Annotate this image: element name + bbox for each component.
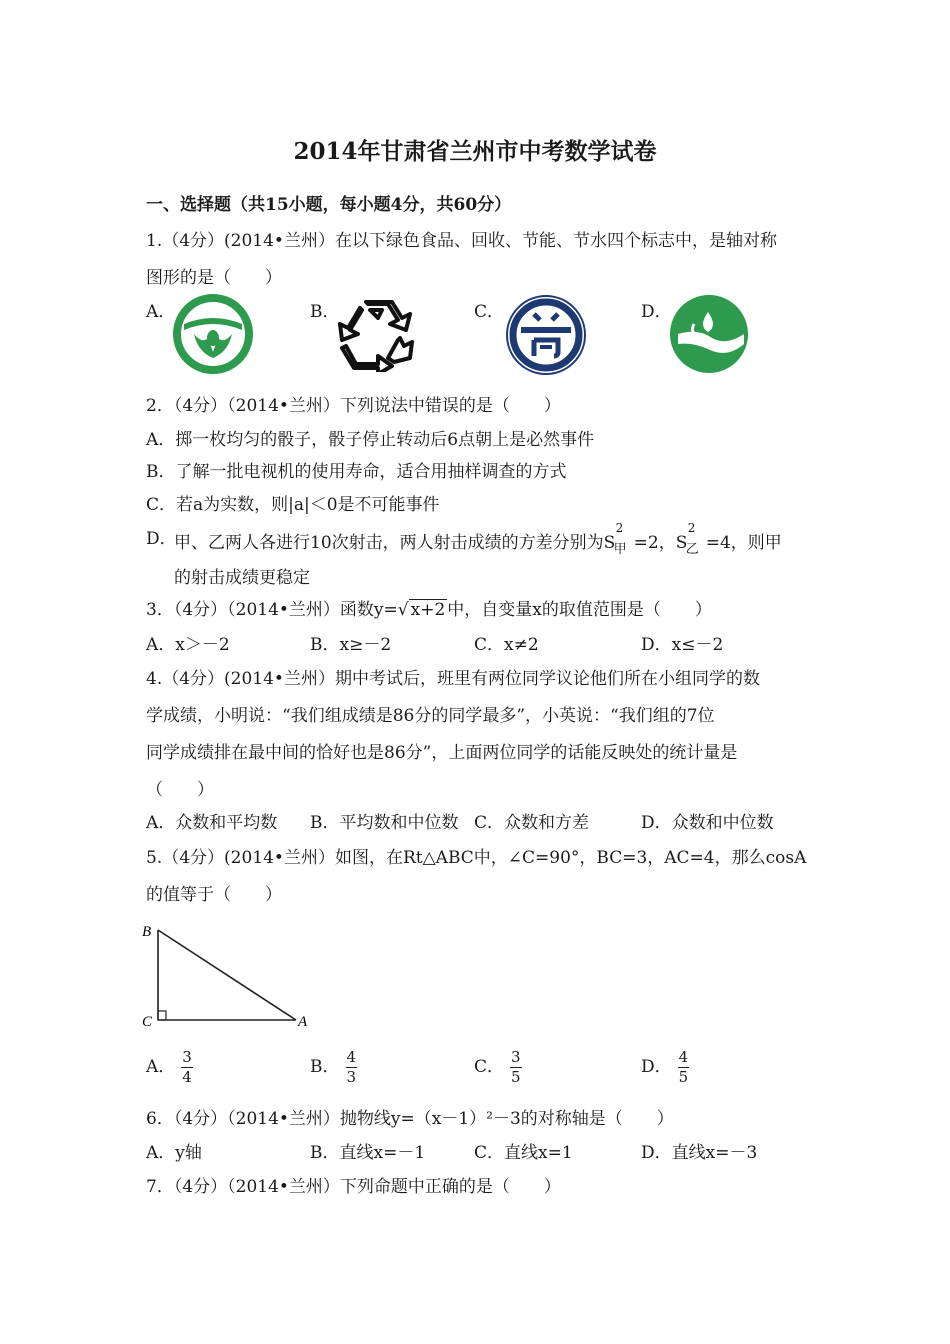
q2-d-text-mid: =2， [633, 533, 676, 553]
vertex-a-label: A [298, 1014, 308, 1030]
side-ab [158, 930, 296, 1020]
q2-option-c: C．若a为实数，则|a|＜0是不可能事件 [146, 495, 440, 515]
section-heading: 一、选择题（共15小题，每小题4分，共60分） [146, 195, 512, 215]
green-food-logo-icon [172, 294, 254, 374]
q3-option-b: B．x≥－2 [310, 635, 392, 655]
right-triangle-figure [138, 918, 318, 1034]
q3-stem [146, 595, 712, 620]
q5-option-d [641, 1048, 689, 1087]
vertex-c-label: C [142, 1014, 153, 1030]
q5-option-c [474, 1048, 522, 1087]
q5-option-c-label: C． [474, 1057, 505, 1077]
q2-option-a: A．掷一枚均匀的骰子，骰子停止转动后6点朝上是必然事件 [146, 430, 595, 450]
q5-stem-line2: 的值等于（ ） [146, 885, 282, 905]
q6-option-d: D．直线x=－3 [641, 1143, 758, 1163]
q3-option-a: A．x＞－2 [146, 635, 230, 655]
page-title: 2014年甘肃省兰州市中考数学试卷 [293, 138, 657, 165]
fraction [678, 1048, 690, 1087]
q3-option-c: C．x≠2 [474, 635, 539, 655]
vertex-b-label: B [142, 924, 152, 940]
denominator: 5 [678, 1068, 689, 1086]
q1-option-d-label: D． [641, 302, 672, 322]
variance-s: S [675, 533, 688, 553]
variance-symbol-yi [675, 521, 706, 557]
q3-option-d: D．x≤－2 [641, 635, 724, 655]
denominator: 5 [511, 1068, 521, 1086]
q2-option-d-line1 [174, 521, 782, 557]
right-angle-mark [158, 1011, 166, 1020]
q2-option-d-line2: 的射击成绩更稳定 [174, 568, 310, 588]
numerator: 4 [346, 1048, 357, 1066]
variance-s: S [603, 533, 616, 553]
q2-option-b: B．了解一批电视机的使用寿命，适合用抽样调查的方式 [146, 462, 567, 482]
sqrt-radicand: x+2 [410, 600, 446, 620]
q6-option-c: C．直线x=1 [474, 1143, 573, 1163]
numerator: 3 [511, 1048, 521, 1066]
q1-option-b-label: B． [310, 302, 340, 322]
q2-d-text-pre: 甲、乙两人各进行10次射击，两人射击成绩的方差分别为 [174, 533, 604, 553]
q7-stem: 7．（4分）（2014•兰州）下列命题中正确的是（ ） [146, 1177, 561, 1197]
fraction [181, 1048, 193, 1087]
denominator: 3 [346, 1068, 357, 1086]
q2-option-d-label: D． [146, 529, 177, 549]
denominator: 4 [182, 1068, 192, 1086]
q4-stem-line1: 4.（4分）(2014•兰州）期中考试后，班里有两位同学议论他们所在小组同学的数 [146, 669, 760, 689]
q5-stem-line1: 5.（4分）(2014•兰州）如图，在Rt△ABC中，∠C=90°，BC=3，AC=4，那么cosA [146, 848, 807, 868]
q4-option-d: D．众数和中位数 [641, 813, 774, 833]
q4-option-a: A．众数和平均数 [146, 813, 278, 833]
q4-stem-line4: （ ） [146, 780, 214, 800]
q4-stem-line2: 学成绩，小明说：“我们组成绩是86分的同学最多”，小英说：“我们组的7位 [146, 706, 715, 726]
energy-saving-logo-icon [504, 294, 588, 376]
fraction [510, 1048, 522, 1087]
q5-option-a [146, 1048, 193, 1087]
numerator: 4 [678, 1048, 689, 1066]
water-saving-logo-icon [668, 294, 750, 374]
q1-stem-line1: 1.（4分）(2014•兰州）在以下绿色食品、回收、节能、节水四个标志中，是轴对称 [146, 231, 777, 251]
q3-stem-pre: 3．（4分）（2014•兰州）函数y= [146, 600, 398, 620]
q6-option-b: B．直线x=－1 [310, 1143, 426, 1163]
variance-symbol-jia [603, 521, 634, 557]
q5-option-b-label: B． [310, 1057, 340, 1077]
fraction [346, 1048, 358, 1087]
recycle-logo-icon [338, 296, 418, 372]
q1-stem-line2: 图形的是（ ） [146, 268, 282, 288]
q2-stem: 2．（4分）（2014•兰州）下列说法中错误的是（ ） [146, 396, 561, 416]
sqrt-sign: √ [397, 600, 409, 620]
q5-option-a-label: A． [146, 1057, 176, 1077]
q5-option-d-label: D． [641, 1057, 672, 1077]
variance-sup: 2 [615, 521, 624, 535]
numerator: 3 [182, 1048, 192, 1066]
q6-stem: 6．（4分）（2014•兰州）抛物线y=（x－1）²－3的对称轴是（ ） [146, 1109, 674, 1129]
q1-option-a-label: A． [146, 302, 176, 322]
q4-stem-line3: 同学成绩排在最中间的恰好也是86分”，上面两位同学的话能反映处的统计量是 [146, 743, 738, 763]
q1-option-c-label: C． [474, 302, 505, 322]
q6-option-a: A．y轴 [146, 1143, 202, 1163]
q5-option-b [310, 1048, 357, 1087]
q2-d-text-post: =4，则甲 [705, 533, 782, 553]
variance-sub: 乙 [685, 542, 699, 557]
q4-option-c: C．众数和方差 [474, 813, 590, 833]
q3-stem-post: 中，自变量x的取值范围是（ ） [447, 600, 712, 620]
variance-sub: 甲 [613, 542, 627, 557]
q4-option-b: B．平均数和中位数 [310, 813, 459, 833]
variance-sup: 2 [687, 521, 696, 535]
